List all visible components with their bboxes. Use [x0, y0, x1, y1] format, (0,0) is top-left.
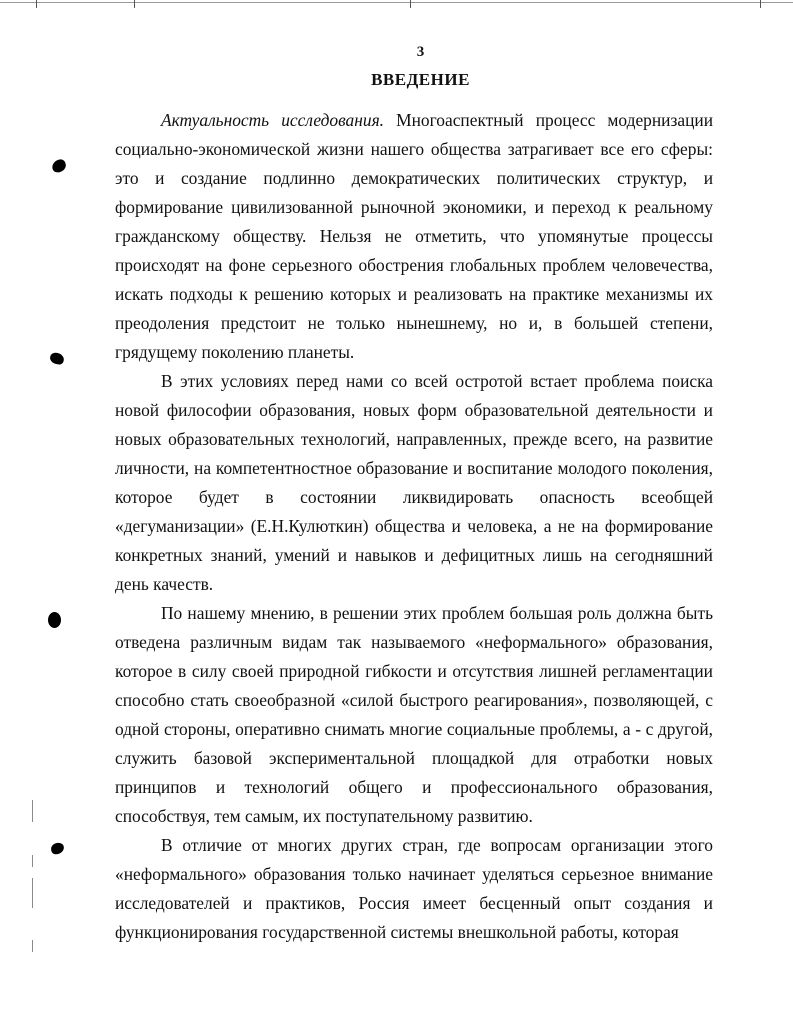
paragraph-text: Многоаспектный процесс модернизации социально-экономической жизни нашего общества затрагивает все его сферы: это и создание подлинно демократических политических структур, и формирование цивилизованной рыночной экономики, и переход к реальному гражданскому обществу. Нельзя не отметить, что упомянутые процессы происходят на фоне серьезного обострения глобальных проблем человечества, искать подходы к решению которых и реализовать на практике механизмы их преодоления предстоит не только нынешнему, но и, в большей степени, грядущему поколению планеты.: [115, 110, 713, 362]
scan-margin-line: [32, 800, 33, 822]
paragraph: [115, 367, 713, 599]
scan-tick-mark: [134, 0, 135, 8]
paragraph: [115, 599, 713, 831]
paragraph-text: По нашему мнению, в решении этих проблем большая роль должна быть отведена различным видам так называемого «неформального» образования, которое в силу своей природной гибкости и отсутствия лишней регламентации способно стать своеобразной «силой быстрого реагирования», позволяющей, с одной стороны, оперативно снимать многие социальные проблемы, а - с другой, служить базовой экспериментальной площадкой для отработки новых принципов и технологий общего и профессионального образования, способствуя, тем самым, их поступательному развитию.: [115, 603, 713, 826]
punch-hole-mark: [50, 842, 65, 855]
paragraph-relevance: [115, 106, 713, 367]
paragraph-text: В отличие от многих других стран, где вопросам организации этого «неформального» образования только начинает уделяться серьезное внимание исследователей и практиков, Россия имеет бесценный опыт создания и функционирования государственной системы внешкольной работы, которая: [115, 835, 713, 942]
paragraph-text: В этих условиях перед нами со всей остротой встает проблема поиска новой философии образования, новых форм образовательной деятельности и новых образовательных технологий, направленных, прежде всего, на развитие личности, на компетентностное образование и воспитание молодого поколения, которое будет в состоянии ликвидировать опасность всеобщей «дегуманизации» (Е.Н.Кулюткин) общества и человека, а не на формирование конкретных знаний, умений и навыков и дефицитных лишь на сегодняшний день качеств.: [115, 371, 713, 594]
page-title: ВВЕДЕНИЕ: [371, 70, 470, 89]
scan-tick-mark: [760, 0, 761, 8]
page-number: 3: [416, 44, 425, 60]
scan-tick-mark: [36, 0, 37, 8]
punch-hole-mark: [49, 351, 65, 365]
scan-margin-line: [32, 940, 33, 952]
document-body: [115, 106, 713, 947]
scan-margin-line: [32, 878, 33, 908]
punch-hole-mark: [50, 158, 67, 174]
scan-margin-line: [32, 855, 33, 867]
paragraph-lead: Актуальность исследования.: [161, 110, 385, 130]
scan-border-top: [0, 2, 793, 3]
punch-hole-mark: [48, 612, 61, 628]
scan-tick-mark: [410, 0, 411, 8]
paragraph: [115, 831, 713, 947]
